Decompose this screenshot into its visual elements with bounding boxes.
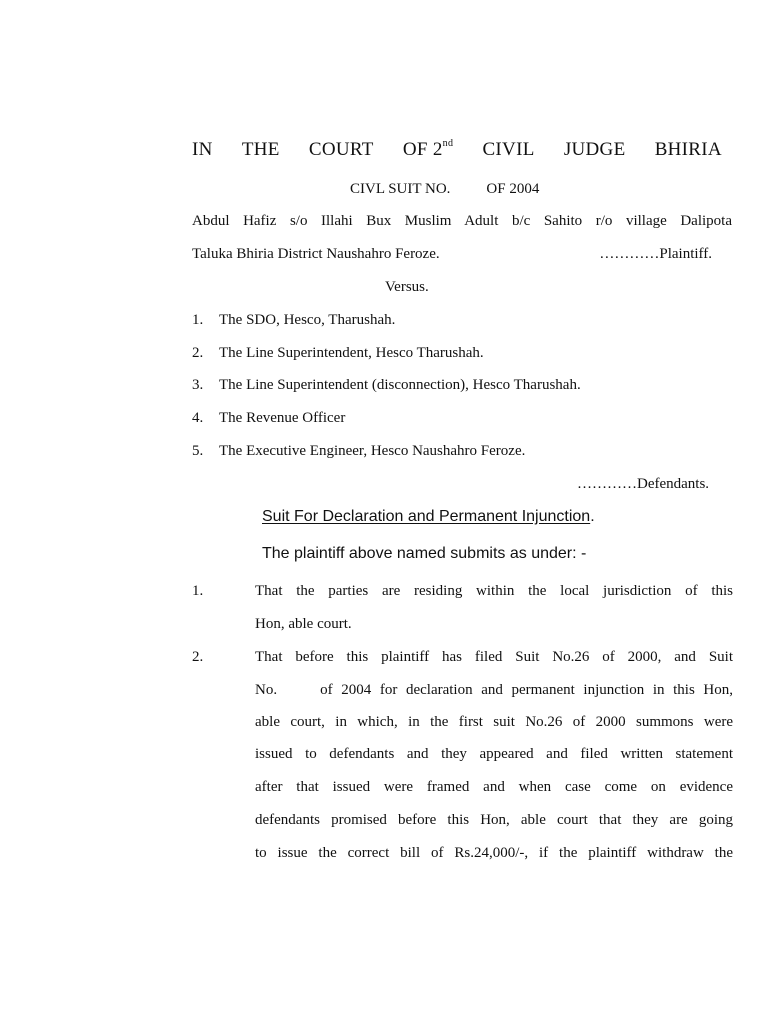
title-ordinal-sup: nd	[442, 137, 454, 149]
suit-heading-period: .	[590, 508, 595, 525]
defendant-text: The SDO, Hesco, Tharushah.	[219, 312, 396, 328]
plaintiff-line-2	[192, 246, 712, 263]
plaintiff-role: …………Plaintiff.	[599, 246, 712, 262]
defendant-text: The Revenue Officer	[219, 410, 346, 426]
paragraph-line: to issue the correct bill of Rs.24,000/-, if the plaintiff withdraw the	[255, 845, 733, 861]
defendant-text: The Executive Engineer, Hesco Naushahro Feroze.	[219, 443, 526, 459]
title-word: BHIRIA	[654, 139, 722, 160]
suit-number-year: OF 2004	[486, 181, 540, 197]
defendants-role: …………Defendants.	[577, 476, 710, 492]
defendant-item	[192, 377, 581, 394]
paragraph-line: issued to defendants and they appeared and filed written statement	[255, 746, 733, 762]
paragraph-line: That the parties are residing within the local jurisdiction of this	[255, 583, 733, 599]
title-of: OF	[402, 139, 428, 160]
title-word: THE	[241, 139, 280, 160]
title-word: IN	[192, 139, 213, 160]
defendant-number: 2.	[192, 345, 204, 361]
defendant-number: 1.	[192, 312, 204, 328]
title-ordinal: 2	[432, 139, 443, 160]
suit-number-label: CIVL SUIT NO.	[350, 181, 451, 197]
versus: Versus.	[385, 279, 429, 295]
defendant-item	[192, 345, 484, 362]
paragraph-line: after that issued were framed and when case come on evidence	[255, 779, 733, 795]
defendant-text: The Line Superintendent, Hesco Tharushah.	[219, 345, 484, 361]
title-word	[403, 139, 453, 161]
paragraph-number: 1.	[192, 583, 204, 599]
suit-heading-text: Suit For Declaration and Permanent Injunction	[262, 508, 591, 525]
defendant-text: The Line Superintendent (disconnection), Hesco Tharushah.	[219, 377, 581, 393]
suit-number	[350, 181, 539, 198]
defendant-number: 5.	[192, 443, 204, 459]
plaintiff-line-1: Abdul Hafiz s/o Illahi Bux Muslim Adult b/c Sahito r/o village Dalipota	[192, 213, 732, 229]
title-word: CIVIL	[482, 139, 535, 160]
defendant-item	[192, 410, 345, 427]
defendant-item	[192, 312, 395, 329]
paragraph-line: That before this plaintiff has filed Suit No.26 of 2000, and Suit	[255, 649, 733, 665]
paragraph-line: No. of 2004 for declaration and permanent injunction in this Hon,	[255, 682, 733, 698]
suit-heading	[262, 508, 595, 526]
defendant-number: 3.	[192, 377, 204, 393]
paragraph-line: able court, in which, in the first suit No.26 of 2000 summons were	[255, 714, 733, 730]
paragraph-number: 2.	[192, 649, 204, 665]
title-word: COURT	[308, 139, 374, 160]
paragraph-line: defendants promised before this Hon, able court that they are going	[255, 812, 733, 828]
court-title	[192, 139, 722, 161]
plaintiff-address: Taluka Bhiria District Naushahro Feroze.	[192, 246, 440, 262]
defendant-number: 4.	[192, 410, 204, 426]
submission-intro: The plaintiff above named submits as under: -	[262, 545, 587, 562]
title-word: JUDGE	[563, 139, 626, 160]
paragraph-line: Hon, able court.	[255, 616, 352, 632]
defendant-item	[192, 443, 525, 460]
